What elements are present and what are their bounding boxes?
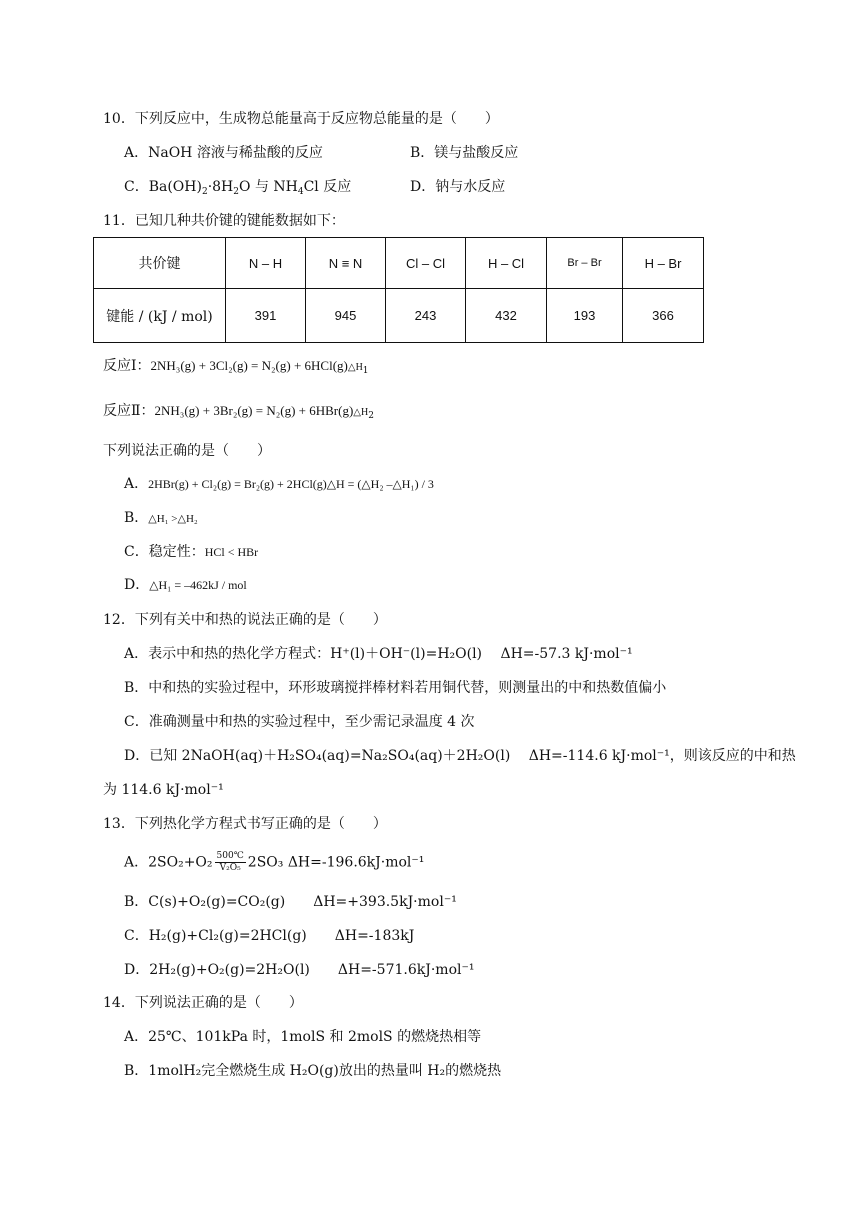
q11-option-b: B．△H₁ >△H₂	[124, 510, 198, 526]
table-cell: H – Br	[623, 238, 704, 289]
q12-stem: 12．下列有关中和热的说法正确的是（ ）	[103, 612, 387, 628]
table-cell: Cl – Cl	[386, 238, 466, 289]
table-cell: 391	[226, 289, 306, 343]
q14-option-b: B．1molH₂完全燃烧生成 H₂O(g)放出的热量叫 H₂的燃烧热	[124, 1063, 502, 1079]
table-cell: 193	[547, 289, 623, 343]
q10-option-c: C．$Ba(OH)_2\cdot 8H_2O$ 与 $NH_4Cl$ 反应	[124, 179, 352, 197]
q14-stem: 14．下列说法正确的是（ ）	[103, 995, 303, 1011]
table-cell: 366	[623, 289, 704, 343]
table-cell: H – Cl	[466, 238, 547, 289]
q11-option-c: C．稳定性：HCl < HBr	[124, 544, 259, 560]
q13-option-d: D．2H₂(g)+O₂(g)=2H₂O(l) ΔH=-571.6kJ·mol⁻¹	[124, 962, 475, 978]
q11-option-d: D．△H₁ = –462kJ / mol	[124, 577, 247, 593]
table-cell: N – H	[226, 238, 306, 289]
table-header-bond: 共价键	[94, 238, 226, 289]
q11-ask: 下列说法正确的是（ ）	[103, 443, 271, 459]
q11-reaction-1: 反应Ⅰ：$2NH_3(g) + 3Cl_2(g) = N_2(g) + 6HCl(g)\triangle H_1$	[103, 358, 369, 376]
reaction-condition: $\frac{500℃}{\text{V₂O₅}}$	[216, 851, 244, 873]
q10-option-d: D．钠与水反应	[410, 179, 506, 195]
table-cell: N ≡ N	[306, 238, 386, 289]
q13-option-a: A．2SO₂+O₂ $\frac{500℃}{\text{V₂O₅}}$ 2SO₃ ΔH=-196.6kJ·mol⁻¹	[124, 851, 425, 873]
q12-option-d-continued: 为 114.6 kJ·mol⁻¹	[103, 782, 224, 798]
q10-stem: 10．下列反应中，生成物总能量高于反应物总能量的是（ ）	[103, 111, 499, 127]
q10-option-b: B．镁与盐酸反应	[410, 145, 519, 161]
q12-option-d: D．已知 2NaOH(aq)＋H₂SO₄(aq)=Na₂SO₄(aq)＋2H₂O(l) ΔH=-114.6 kJ·mol⁻¹，则该反应的中和热	[124, 748, 796, 764]
q11-option-a: A．2HBr(g) + Cl₂(g) = Br₂(g) + 2HCl(g)△H = (△H₂ –△H₁) / 3	[124, 476, 434, 492]
table-cell: Br – Br	[547, 238, 623, 289]
q13-option-c: C．H₂(g)+Cl₂(g)=2HCl(g) ΔH=-183kJ	[124, 928, 415, 944]
q14-option-a: A．25℃、101kPa 时，1molS 和 2molS 的燃烧热相等	[124, 1029, 482, 1045]
table-row	[94, 289, 704, 343]
q13-option-b: B．C(s)+O₂(g)=CO₂(g) ΔH=+393.5kJ·mol⁻¹	[124, 894, 457, 910]
q10-option-a: A．NaOH 溶液与稀盐酸的反应	[124, 145, 323, 161]
q12-option-b: B．中和热的实验过程中，环形玻璃搅拌棒材料若用铜代替，则测量出的中和热数值偏小	[124, 680, 667, 696]
q13-stem: 13．下列热化学方程式书写正确的是（ ）	[103, 816, 387, 832]
q12-option-a: A．表示中和热的热化学方程式：H⁺(l)＋OH⁻(l)=H₂O(l) ΔH=-57.3 kJ·mol⁻¹	[124, 646, 633, 662]
bond-energy-table	[93, 237, 704, 343]
table-header-energy: 键能 / (kJ / mol)	[94, 289, 226, 343]
table-row	[94, 238, 704, 289]
table-cell: 945	[306, 289, 386, 343]
q11-stem: 11．已知几种共价键的键能数据如下：	[103, 213, 345, 229]
q11-reaction-2: 反应Ⅱ：$2NH_3(g) + 3Br_2(g) = N_2(g) + 6HBr(g)\triangle H_2$	[103, 403, 374, 421]
table-cell: 432	[466, 289, 547, 343]
table-cell: 243	[386, 289, 466, 343]
q12-option-c: C．准确测量中和热的实验过程中，至少需记录温度 4 次	[124, 714, 475, 730]
